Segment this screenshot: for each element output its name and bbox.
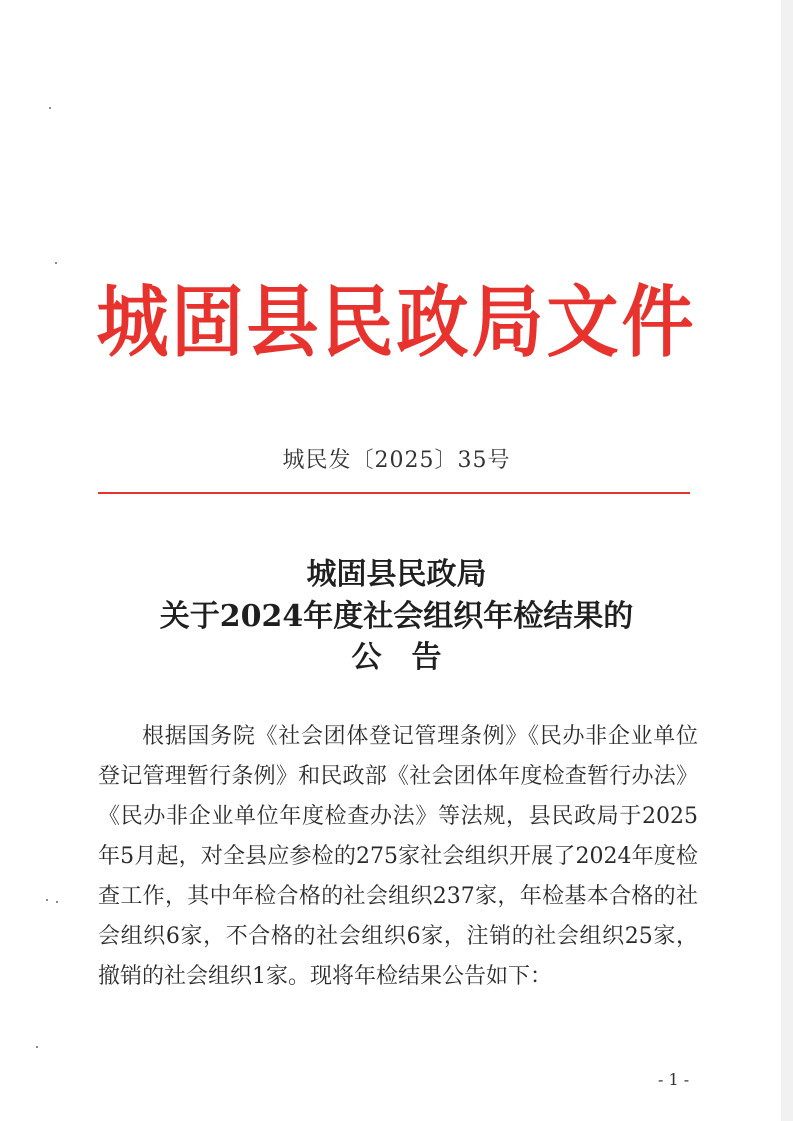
document-masthead: 城固县民政局文件 <box>96 276 697 368</box>
scan-speck <box>56 901 58 903</box>
document-number: 城民发〔2025〕35号 <box>282 448 511 473</box>
scan-speck <box>46 899 48 901</box>
title-line-1: 城固县民政局 <box>306 557 487 592</box>
title-line-2: 关于2024年度社会组织年检结果的 <box>159 599 634 634</box>
scan-speck <box>36 1046 38 1048</box>
scan-speck <box>55 262 57 264</box>
red-divider-line <box>98 492 690 494</box>
body-paragraph: 根据国务院《社会团体登记管理条例》《民办非企业单位登记管理暂行条例》和民政部《社会团体年度检查暂行办法》《民办非企业单位年度检查办法》等法规，县民政局于2025年5月起，对全县应参检的275家社会组织开展了2024年度检查工作，其中年检合格的社会组织237家，年检基本合格的社会组织6家，不合格的社会组织6家，注销的社会组织25家，撤销的社会组织1家。现将年检结果公告如下： <box>98 724 698 989</box>
scan-speck <box>49 107 51 109</box>
title-line-3: 公告 <box>351 640 472 675</box>
page-number: - 1 - <box>658 1070 690 1089</box>
